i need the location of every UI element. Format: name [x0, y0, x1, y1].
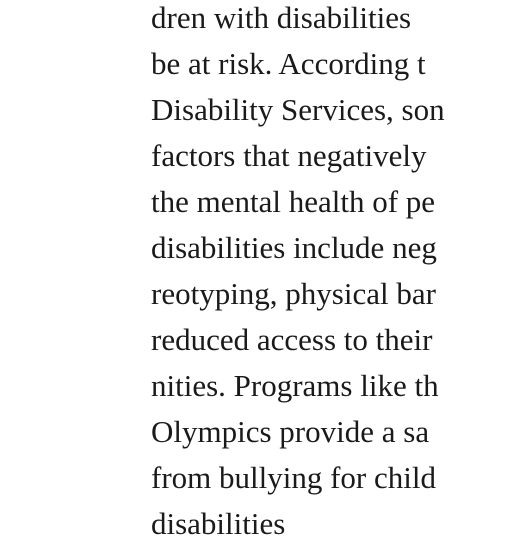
- text-line: from bullying for child: [151, 460, 436, 495]
- text-line: Disability Services, son: [151, 92, 445, 127]
- text-line: reotyping, physical bar: [151, 276, 436, 311]
- text-line: the mental health of pe: [151, 184, 436, 219]
- text-line: be at risk. According t: [151, 46, 426, 81]
- text-line: dren with disabilities: [151, 0, 412, 35]
- text-line: factors that negatively: [151, 138, 427, 173]
- text-line: Olympics provide a sa: [151, 414, 430, 449]
- text-line: reduced access to their: [151, 322, 433, 357]
- text-line: disabilities include neg: [151, 230, 437, 265]
- text-line: disabilities: [151, 506, 286, 541]
- text-line: nities. Programs like th: [151, 368, 439, 403]
